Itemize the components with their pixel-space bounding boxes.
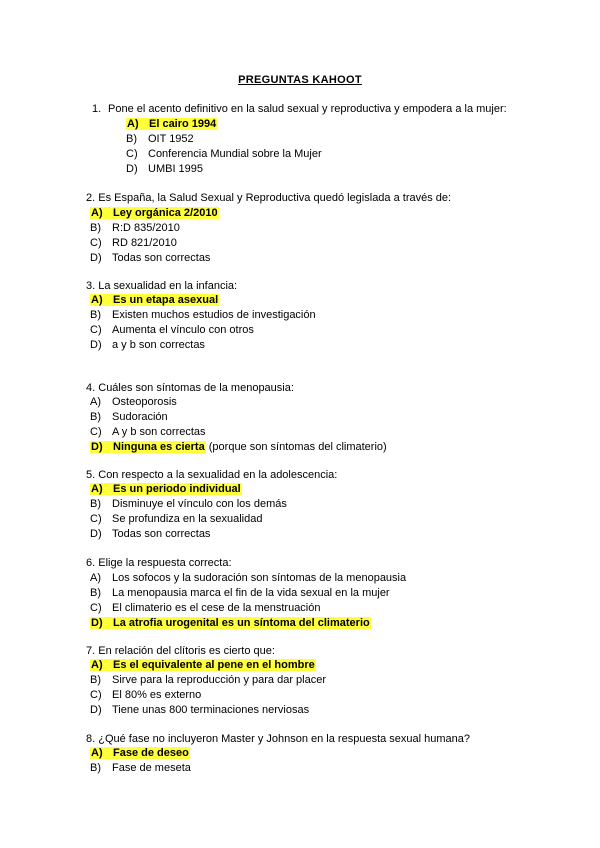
option-text: A y b son correctas [112, 426, 206, 438]
answer-option [90, 512, 262, 526]
option-letter: D) [90, 528, 102, 540]
correct-answer-text: Ninguna es cierta [113, 441, 205, 453]
option-letter: B) [90, 411, 101, 423]
answer-option [90, 703, 309, 717]
option-text: Se profundiza en la sexualidad [112, 513, 263, 525]
question-text: Elige la respuesta correcta: [95, 557, 232, 569]
answer-option [90, 761, 191, 775]
option-text: Fase de meseta [112, 762, 191, 774]
page-title: PREGUNTAS KAHOOT [238, 74, 362, 86]
correct-answer-highlight [90, 659, 316, 671]
answer-option [90, 236, 177, 250]
answer-option [90, 571, 406, 585]
option-letter: B) [90, 762, 101, 774]
question-text: La sexualidad en la infancia: [95, 280, 238, 292]
answer-option [90, 601, 320, 615]
option-letter: D) [91, 617, 103, 629]
answer-option [90, 440, 387, 454]
answer-option [90, 338, 205, 352]
option-letter: C) [90, 237, 102, 249]
option-text: Todas son correctas [112, 252, 211, 264]
answer-option [90, 395, 177, 409]
option-text: La menopausia marca el fin de la vida sexual en la mujer [112, 587, 390, 599]
correct-answer-text: Es el equivalente al pene en el hombre [113, 659, 315, 671]
question-text: Es España, la Salud Sexual y Reproductiva quedó legislada a través de: [95, 192, 452, 204]
question-number: 2. [86, 192, 96, 204]
option-letter: A) [91, 483, 103, 495]
option-letter: A) [90, 572, 101, 584]
option-letter: B) [90, 309, 101, 321]
option-text: a y b son correctas [112, 339, 205, 351]
question-6 [86, 556, 232, 570]
option-text: RD 821/2010 [112, 237, 177, 249]
correct-answer-highlight [90, 747, 190, 759]
answer-option [126, 147, 322, 161]
option-letter: A) [91, 207, 103, 219]
answer-option [90, 673, 326, 687]
option-text: Existen muchos estudios de investigación [112, 309, 316, 321]
answer-option [90, 425, 206, 439]
option-letter: C) [126, 148, 138, 160]
option-letter: C) [90, 513, 102, 525]
question-text: Pone el acento definitivo en la salud sexual y reproductiva y empodera a la mujer: [108, 103, 507, 115]
question-2 [86, 191, 451, 205]
option-letter: A) [91, 659, 103, 671]
option-text: Los sofocos y la sudoración son síntomas de la menopausia [112, 572, 407, 584]
question-5 [86, 468, 337, 482]
question-number: 5. [86, 469, 96, 481]
question-number: 3. [86, 280, 96, 292]
option-text: Aumenta el vínculo con otros [112, 324, 254, 336]
correct-answer-text: Ley orgánica 2/2010 [113, 207, 218, 219]
option-text: Sirve para la reproducción y para dar placer [112, 674, 327, 686]
answer-option [90, 251, 210, 265]
option-letter: D) [126, 163, 138, 175]
answer-option [90, 497, 287, 511]
correct-answer-highlight [90, 441, 206, 453]
answer-option [90, 746, 190, 760]
option-letter: B) [126, 133, 137, 145]
answer-option [90, 658, 316, 672]
answer-option [126, 132, 194, 146]
option-text: UMBI 1995 [148, 163, 204, 175]
answer-option [90, 293, 219, 307]
question-1 [92, 102, 507, 116]
answer-option [90, 308, 316, 322]
option-letter: A) [90, 396, 101, 408]
answer-option [90, 586, 390, 600]
option-text: Sudoración [112, 411, 168, 423]
question-text: Cuáles son síntomas de la menopausia: [95, 382, 294, 394]
option-letter: C) [90, 426, 102, 438]
option-letter: C) [90, 689, 102, 701]
option-letter: C) [90, 602, 102, 614]
question-number: 6. [86, 557, 96, 569]
correct-answer-text: La atrofia urogenital es un síntoma del climaterio [113, 617, 370, 629]
option-letter: C) [90, 324, 102, 336]
answer-option [90, 688, 201, 702]
correct-answer-text: Es un periodo individual [113, 483, 241, 495]
option-letter: D) [90, 252, 102, 264]
answer-option [90, 206, 219, 220]
option-text: Disminuye el vínculo con los demás [112, 498, 287, 510]
correct-answer-text: Fase de deseo [113, 747, 189, 759]
answer-option [90, 616, 371, 630]
question-7 [86, 644, 275, 658]
answer-option [126, 117, 217, 131]
question-3 [86, 279, 237, 293]
option-text: Tiene unas 800 terminaciones nerviosas [112, 704, 310, 716]
question-8 [86, 732, 470, 746]
question-number: 4. [86, 382, 96, 394]
option-letter: B) [90, 498, 101, 510]
answer-option [90, 221, 180, 235]
question-text: ¿Qué fase no incluyeron Master y Johnson en la respuesta sexual humana? [95, 733, 471, 745]
option-letter: D) [91, 441, 103, 453]
correct-answer-text: El cairo 1994 [149, 118, 217, 130]
option-text: R:D 835/2010 [112, 222, 180, 234]
correct-answer-text: Es un etapa asexual [113, 294, 219, 306]
option-letter: A) [127, 118, 139, 130]
option-text: El 80% es externo [112, 689, 202, 701]
option-letter: D) [90, 704, 102, 716]
answer-option [90, 482, 242, 496]
option-text: El climaterio es el cese de la menstruación [112, 602, 321, 614]
answer-option [90, 410, 168, 424]
option-text: Osteoporosis [112, 396, 177, 408]
option-note: (porque son síntomas del climaterio) [205, 441, 387, 453]
question-4 [86, 381, 294, 395]
option-letter: D) [90, 339, 102, 351]
answer-option [90, 527, 210, 541]
option-letter: B) [90, 222, 101, 234]
option-text: Conferencia Mundial sobre la Mujer [148, 148, 322, 160]
question-number: 1. [92, 103, 102, 115]
question-text: Con respecto a la sexualidad en la adolescencia: [95, 469, 338, 481]
option-letter: B) [90, 587, 101, 599]
correct-answer-highlight [90, 483, 242, 495]
option-text: OIT 1952 [148, 133, 194, 145]
option-letter: A) [91, 294, 103, 306]
question-number: 8. [86, 733, 96, 745]
correct-answer-highlight [126, 118, 217, 130]
question-number: 7. [86, 645, 96, 657]
question-text: En relación del clítoris es cierto que: [95, 645, 275, 657]
answer-option [126, 162, 203, 176]
correct-answer-highlight [90, 617, 371, 629]
answer-option [90, 323, 254, 337]
correct-answer-highlight [90, 207, 219, 219]
correct-answer-highlight [90, 294, 219, 306]
option-text: Todas son correctas [112, 528, 211, 540]
option-letter: B) [90, 674, 101, 686]
option-letter: A) [91, 747, 103, 759]
